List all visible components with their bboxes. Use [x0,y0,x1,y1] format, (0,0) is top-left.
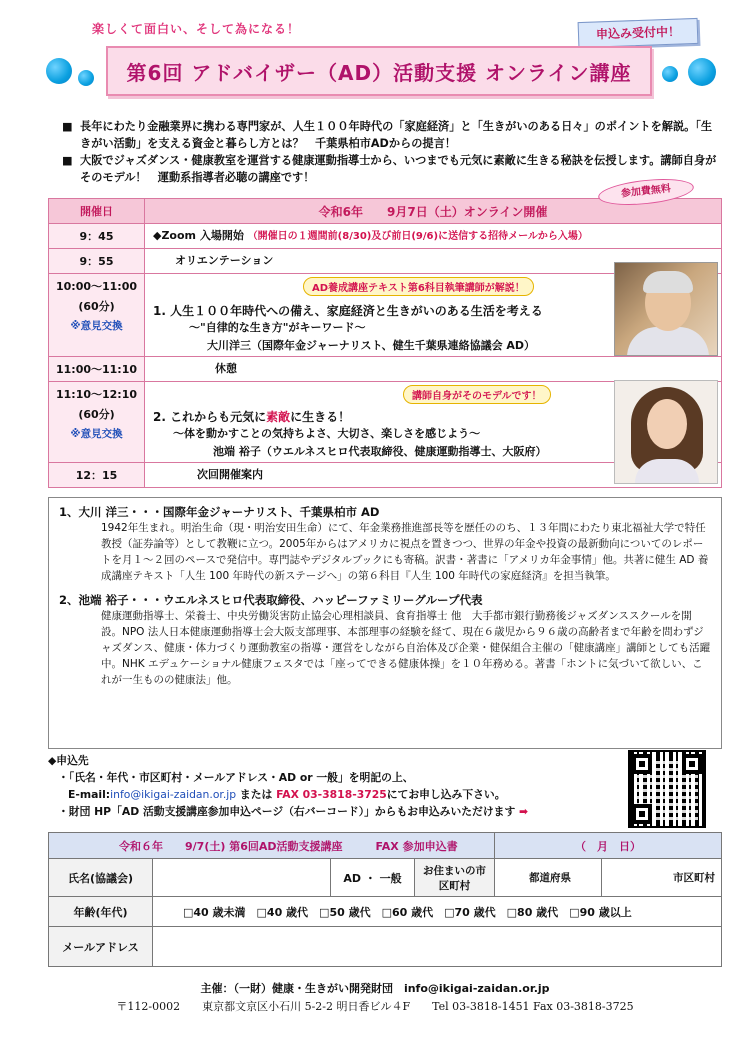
zoom-entry-text: ◆Zoom 入場開始 [153,229,244,242]
schedule-row [49,224,722,249]
fax-application-form [48,832,722,967]
speaker-2-photo-face [647,399,687,449]
form-header-row [49,833,722,859]
lecture-2-title-part-a: 2. これからも元気に [153,410,267,424]
qr-finder-top-right [682,754,702,774]
decorative-circle-right-small [662,66,678,82]
lecture-2-exchange: ※意見交換 [70,428,123,440]
qr-code[interactable] [628,750,706,828]
lecture-2-duration: (60分) [78,408,115,421]
speaker-1-photo [614,262,718,356]
application-line-3 [48,803,608,820]
intro-paragraph-1: ■ 長年にわたり金融業界に携わる専門家が、人生１００年時代の「家庭経済」と「生きがいのある日々」のポイントを解説。「生きがい活動」を支える資金と暮らし方とは？ 千葉県柏市ADからの提言！ [62,118,722,152]
organizer-footer: 主催：（一財）健康・生きがい開発財団 info@ikigai-zaidan.or.jp [200,982,550,995]
application-line-2 [48,786,608,803]
qr-finder-bottom-left [632,804,652,824]
lecture-1-duration: (60分) [78,300,115,313]
application-heading: ◆申込先 [48,754,89,767]
schedule-row-break [49,357,722,382]
schedule-header-date: 令和6年 9月7日（土）オンライン開催 [145,199,722,224]
qr-finder-top-left [632,754,652,774]
fax-number: FAX 03-3818-3725 [276,788,387,801]
lecture-2-title-part-b: 素敵 [266,410,291,424]
decorative-circle-right-large [688,58,716,86]
name-label: 氏名(協議会) [49,859,153,897]
page-title: 第6回 アドバイザー（AD）活動支援 オンライン講座 [126,60,632,85]
address-footer: 〒112-0002 東京都文京区小石川 5-2-2 明日香ビル４F Tel 03-3818-1451 Fax 03-3818-3725 [116,1000,634,1013]
email-field[interactable] [153,927,722,967]
schedule-time: 9：45 [49,224,145,249]
lecture-1-time-cell [49,274,145,357]
lecture-1-keyword: ～"自律的な生き方"がキーワード～ [189,321,366,334]
prefecture-field[interactable]: 都道府県 [495,859,602,897]
type-field[interactable]: AD ・ 一般 [331,859,415,897]
age-options[interactable]: □40 歳未満 □40 歳代 □50 歳代 □60 歳代 □70 歳代 □80 歳代 □90 歳以上 [153,897,722,927]
lecture-2-time: 11:10～12:10 [55,388,138,401]
form-row-email [49,927,722,967]
email-field-label: メールアドレス [49,927,153,967]
break-text: 休憩 [145,357,722,382]
name-field[interactable] [153,859,331,897]
form-header-date: （ 月 日） [495,833,722,859]
lecture-1-title: 1. 人生１００年時代への備え、家庭経済と生きがいのある生活を考える [153,304,543,318]
speaker-1-photo-body [627,327,709,356]
speaker-1-photo-hair [643,271,693,293]
lecture-2-time-cell [49,382,145,463]
close-text: 次回開催案内 [145,463,722,488]
schedule-entry [145,224,722,249]
apply-instruction: にてお申し込み下さい。 [386,788,506,801]
form-row-age [49,897,722,927]
decorative-circle-left-small [78,70,94,86]
form-header-title: 令和６年 9/7(土) 第6回AD活動支援講座 FAX 参加申込書 [49,833,495,859]
schedule-header-label: 開催日 [49,199,145,224]
form-row-name [49,859,722,897]
decorative-circle-left-large [46,58,72,84]
schedule-time: 9：55 [49,249,145,274]
lecture-2-title [153,408,611,425]
email-link[interactable]: info@ikigai-zaidan.or.jp [110,788,237,801]
bio-2-heading: 2、池端 裕子・・・ウエルネスヒロ代表取締役、ハッピーファミリーグループ代表 [59,593,483,607]
lecture-1-exchange: ※意見交換 [70,320,123,332]
arrow-right-icon: ➡ [519,805,529,818]
lecture-2-speaker: 池端 裕子（ウエルネスヒロ代表取締役、健康運動指導士、大阪府） [213,445,547,458]
age-label: 年齢(年代) [49,897,153,927]
speaker-2-photo [614,380,718,484]
web-apply-text: ・財団 HP「AD 活動支援講座参加申込ページ（右バーコード）」からもお申込みいただけます [58,805,516,818]
bio-2-body: 健康運動指導士、栄養士、中央労働災害防止協会心理相談員、食育指導士 他 大手都市銀行勤務後ジャズダンススクールを開設。NPO 法人日本健康運動指導士会大阪支部理事、本部理事の経験を経て、現在６歳児から９６歳の高齢者まで年齢を問わずジャズダンス、健康・体力づくり運動教室の指導・運営をしながら自治体及び企業・健保組合主催の「健康講座」講師としても活躍中。NHK エデュケーショナル健康フェスタでは「座ってできる健康体操」を１０年務める。著書「ホントに気づいて欲しい、これが一生ものの健康法」他。 [101,610,711,686]
accepting-badge: 申込み受付中！ [578,18,699,48]
intro-paragraph-2: ■ 大阪でジャズダンス・健康教室を運営する健康運動指導士から、いつまでも元気に素敵に生きる秘訣を伝授します。講師自身がそのモデル！ 運動系指導者必聴の講座です！ [62,152,722,186]
lecture-2-subtitle: ～体を動かすことの気持ちよさ、大切さ、楽しさを感じよう～ [173,427,481,440]
or-text: または [239,788,273,801]
free-fee-badge: 参加費無料 [597,175,695,209]
address-label: お住まいの市区町村 [415,859,495,897]
bio-1-heading: 1、大川 洋三・・・国際年金ジャーナリスト、千葉県柏市 AD [59,505,380,519]
schedule-entry: オリエンテーション [145,249,722,274]
city-field[interactable]: 市区町村 [602,859,722,897]
close-time: 12：15 [49,463,145,488]
tagline: 楽しくて面白い、そして為になる！ [92,22,301,36]
lecture-2-title-part-c: に生きる！ [290,410,351,424]
lecture-1-bubble: AD養成講座テキスト第6科目執筆講師が解説！ [303,277,534,296]
lecture-2-bubble: 講師自身がそのモデルです！ [403,385,551,404]
lecture-1-speaker: 大川洋三（国際年金ジャーナリスト、健生千葉県連絡協議会 AD） [207,339,536,352]
application-section [48,752,608,820]
application-line-1: ・「氏名・年代・市区町村・メールアドレス・AD or 一般」を明記の上、 [58,771,414,784]
bio-1-body: 1942年生まれ。明治生命（現・明治安田生命）にて、年金業務推進部長等を歴任ののち、１３年間にわたり東北福祉大学で特任教授（証券論等）として教鞭に立つ。2005年からはアメリカに視点を置きつつ、世界の年金や投資の最新動向についてのレポートを月１～２回のペースで発信中。専門誌やデジタルブックにも寄稿。訳書・著書に「アメリカ年金事情」他。共著に健生 AD 養成講座テキスト「人生 100 年時代の新ステージへ」の第６科目『人生 100 年時代の家庭経済』を担当執筆。 [101,522,709,582]
break-time: 11:00～11:10 [49,357,145,382]
zoom-entry-note: （開催日の１週間前(8/30)及び前日(9/6)に送信する招待メールから入場） [247,231,588,242]
speaker-bio-box [48,497,722,749]
email-label: E-mail: [68,788,111,801]
lecture-1-time: 10:00～11:00 [55,280,138,293]
title-banner [106,46,652,96]
intro-section [62,118,722,186]
